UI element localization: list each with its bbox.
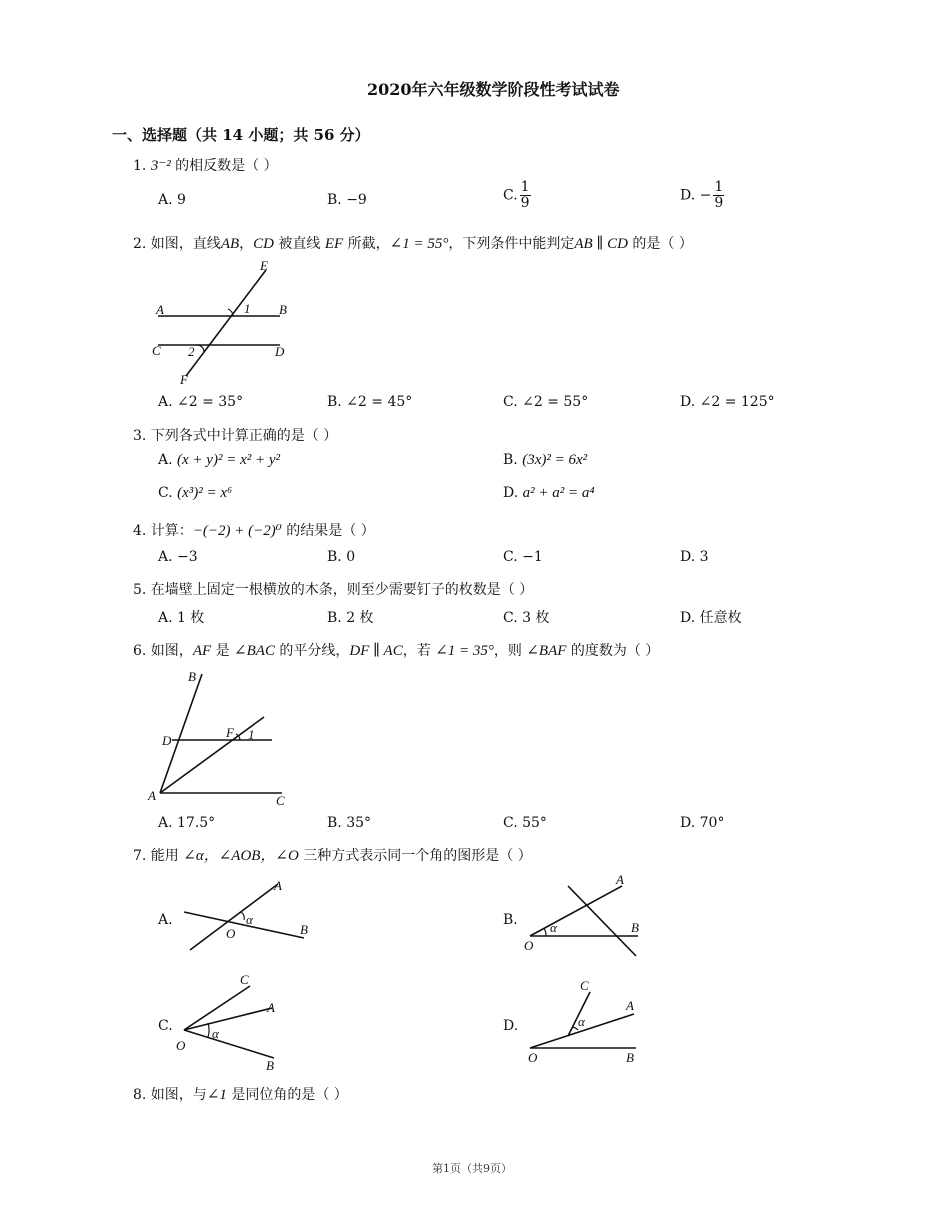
question-2-stem: 2. 如图，直线AB，CD 被直线 EF 所截，∠1 = 55°，下列条件中能判定AB ∥ CD 的是（ ） — [133, 236, 693, 252]
label-a: A — [616, 872, 624, 887]
label-f: F — [180, 372, 188, 387]
q7-figure-d — [522, 972, 652, 1072]
alpha-arc — [544, 928, 546, 936]
q7-option-b[interactable]: B. — [503, 912, 518, 928]
label-b: B — [300, 922, 308, 937]
q4-option-a[interactable]: A. −3 — [158, 549, 198, 565]
question-4-stem: 4. 计算：−(−2) + (−2)⁰ 的结果是（ ） — [133, 523, 375, 539]
label-b: B — [279, 302, 287, 317]
q4-option-c[interactable]: C. −1 — [503, 549, 543, 565]
q4-option-b[interactable]: B. 0 — [327, 549, 356, 565]
label-1: 1 — [248, 727, 255, 742]
label-o: O — [528, 1050, 538, 1065]
label-c: C — [152, 343, 161, 358]
question-6-stem: 6. 如图，AF 是 ∠BAC 的平分线，DF ∥ AC，若 ∠1 = 35°，则 ∠BAF 的度数为（ ） — [133, 643, 660, 659]
label-c: C — [240, 972, 249, 987]
label-alpha: α — [550, 920, 557, 935]
angle-2-arc — [196, 345, 204, 352]
question-7-stem: 7. 能用 ∠α，∠AOB，∠O 三种方式表示同一个角的图形是（ ） — [133, 848, 532, 864]
q2-option-b[interactable]: B. ∠2 = 45° — [327, 394, 413, 410]
q5-option-a[interactable]: A. 1 枚 — [158, 610, 205, 626]
q7-figure-c — [172, 966, 292, 1076]
q1-option-d[interactable]: D. − $\frac{1}{9}$ — [680, 179, 724, 211]
question-1-stem: 1. 3⁻² 的相反数是（ ） — [133, 158, 278, 174]
q7-option-d[interactable]: D. — [503, 1018, 519, 1034]
q7-figure-b — [522, 872, 652, 960]
label-c: C — [276, 793, 285, 808]
q5-option-d[interactable]: D. 任意枚 — [680, 610, 742, 626]
q6-option-c[interactable]: C. 55° — [503, 815, 547, 831]
label-2: 2 — [188, 344, 195, 359]
q2-option-d[interactable]: D. ∠2 = 125° — [680, 394, 775, 410]
label-o: O — [226, 926, 236, 941]
question-5-stem: 5. 在墙壁上固定一根横放的木条，则至少需要钉子的枚数是（ ） — [133, 582, 534, 598]
q6-option-a[interactable]: A. 17.5° — [158, 815, 216, 831]
label-o: O — [524, 938, 534, 953]
label-b: B — [266, 1058, 274, 1073]
line-oa — [184, 1008, 272, 1030]
q2-figure — [148, 256, 298, 391]
q6-option-b[interactable]: B. 35° — [327, 815, 372, 831]
label-b: B — [188, 669, 196, 684]
q6-figure — [142, 665, 292, 810]
question-8-stem: 8. 如图，与∠1 是同位角的是（ ） — [133, 1087, 348, 1103]
label-c: C — [580, 978, 589, 993]
q3-option-b[interactable]: B. (3x)² = 6x² — [503, 452, 588, 468]
q7-option-a[interactable]: A. — [158, 912, 173, 928]
label-alpha: α — [212, 1026, 219, 1041]
label-alpha: α — [246, 912, 253, 927]
section-heading: 一、选择题（共 14 小题；共 56 分） — [112, 126, 370, 144]
line-oc — [184, 986, 250, 1030]
q7-figure-a — [180, 874, 320, 954]
label-a: A — [626, 998, 634, 1013]
label-a: A — [274, 878, 282, 893]
q4-option-d[interactable]: D. 3 — [680, 549, 709, 565]
label-a: A — [156, 302, 164, 317]
alpha-arc — [208, 1023, 209, 1037]
q3-option-a[interactable]: A. (x + y)² = x² + y² — [158, 452, 280, 468]
q2-option-a[interactable]: A. ∠2 = 35° — [158, 394, 244, 410]
q5-option-c[interactable]: C. 3 枚 — [503, 610, 550, 626]
q7-option-c[interactable]: C. — [158, 1018, 173, 1034]
exam-title: 2020年六年级数学阶段性考试试卷 — [367, 80, 620, 99]
label-e: E — [260, 258, 268, 273]
page-footer: 第1页（共9页） — [432, 1162, 512, 1175]
question-3-stem: 3. 下列各式中计算正确的是（ ） — [133, 428, 338, 444]
label-d: D — [162, 733, 172, 748]
q6-option-d[interactable]: D. 70° — [680, 815, 725, 831]
label-d: D — [275, 344, 285, 359]
label-b: B — [631, 920, 639, 935]
q1-option-b[interactable]: B. −9 — [327, 192, 367, 208]
q1-option-a[interactable]: A. 9 — [158, 192, 186, 208]
label-alpha: α — [578, 1014, 585, 1029]
q1-option-c[interactable]: C. $\frac{1}{9}$ — [503, 179, 530, 211]
label-b: B — [626, 1050, 634, 1065]
alpha-arc — [241, 912, 244, 920]
line-ob — [184, 1030, 274, 1058]
label-o: O — [176, 1038, 186, 1053]
label-a: A — [148, 788, 156, 803]
label-1: 1 — [244, 301, 251, 316]
line-ef — [186, 270, 266, 376]
q3-option-d[interactable]: D. a² + a² = a⁴ — [503, 485, 595, 501]
fraction: $\frac{1}{9}$ — [714, 179, 724, 211]
label-f: F — [226, 725, 234, 740]
label-a: A — [267, 1000, 275, 1015]
q3-option-c[interactable]: C. (x³)² = x⁶ — [158, 485, 233, 501]
fraction: $\frac{1}{9}$ — [520, 179, 530, 211]
q2-option-c[interactable]: C. ∠2 = 55° — [503, 394, 589, 410]
q5-option-b[interactable]: B. 2 枚 — [327, 610, 374, 626]
